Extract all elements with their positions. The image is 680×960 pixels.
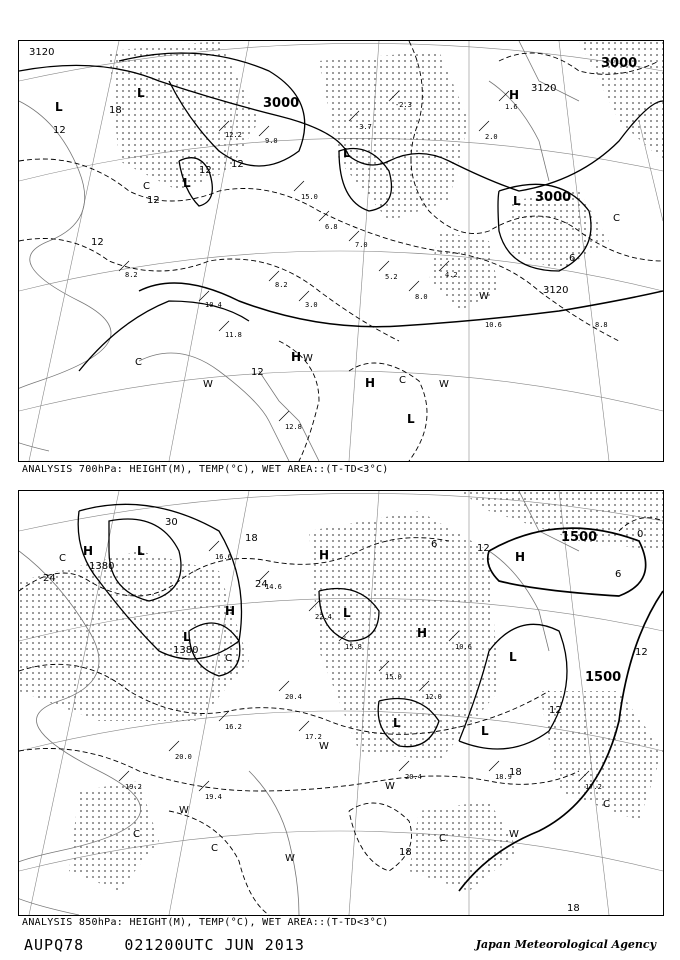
center-symbol: L <box>343 146 351 160</box>
center-symbol: L <box>407 412 415 426</box>
center-symbol: L <box>55 100 63 114</box>
center-symbol: W <box>319 741 329 752</box>
center-symbol: C <box>133 829 140 840</box>
temperature-label: 18 <box>509 767 522 778</box>
center-symbol: C <box>439 833 446 844</box>
svg-text:18.9: 18.9 <box>495 773 512 781</box>
svg-text:22.4: 22.4 <box>315 613 332 621</box>
svg-text:15.0: 15.0 <box>301 193 318 201</box>
center-symbol: W <box>439 379 449 390</box>
center-symbol: H <box>515 550 526 564</box>
svg-text:10.6: 10.6 <box>485 321 502 329</box>
temperature-label: 12 <box>91 237 104 248</box>
svg-text:9.0: 9.0 <box>265 137 278 145</box>
height-label: 3120 <box>543 285 569 296</box>
temperature-label: 12 <box>477 543 490 554</box>
center-symbol: L <box>183 630 191 644</box>
caption-700hpa: ANALYSIS 700hPa: HEIGHT(M), TEMP(°C), WET AREA::(T-TD<3°C) <box>22 464 389 475</box>
center-symbol: H <box>509 88 520 102</box>
svg-text:11.8: 11.8 <box>225 331 242 339</box>
caption-850hpa: ANALYSIS 850hPa: HEIGHT(M), TEMP(°C), WET AREA::(T-TD<3°C) <box>22 917 389 928</box>
svg-text:16.2: 16.2 <box>225 723 242 731</box>
center-symbol: L <box>137 86 145 100</box>
map-850hpa <box>18 490 664 916</box>
height-label: 3000 <box>263 96 300 111</box>
center-symbol: H <box>365 376 376 390</box>
center-symbol: L <box>137 544 145 558</box>
height-label: 1380 <box>173 645 199 656</box>
temperature-label: 0 <box>637 529 644 540</box>
temperature-label: 12 <box>199 165 212 176</box>
temperature-label: 24 <box>255 579 268 590</box>
svg-text:20.4: 20.4 <box>285 693 302 701</box>
svg-text:15.0: 15.0 <box>385 673 402 681</box>
map-700hpa-canvas <box>19 41 663 461</box>
temperature-label: 12 <box>549 705 562 716</box>
center-symbol: C <box>613 213 620 224</box>
temperature-label: 12 <box>635 647 648 658</box>
svg-text:1.6: 1.6 <box>505 103 518 111</box>
svg-text:17.2: 17.2 <box>585 783 602 791</box>
center-symbol: C <box>135 357 142 368</box>
center-symbol: W <box>303 353 313 364</box>
center-symbol: C <box>143 181 150 192</box>
temperature-label: 30 <box>165 517 178 528</box>
center-symbol: W <box>479 291 489 302</box>
svg-text:12.2: 12.2 <box>225 131 242 139</box>
height-label: 1500 <box>585 670 622 685</box>
center-symbol: C <box>603 799 610 810</box>
svg-text:15.8: 15.8 <box>345 643 362 651</box>
svg-text:5.2: 5.2 <box>385 273 398 281</box>
svg-text:-2.3: -2.3 <box>395 101 412 109</box>
temperature-label: 18 <box>109 105 122 116</box>
svg-text:10.4: 10.4 <box>205 301 222 309</box>
height-label: 1500 <box>561 530 598 545</box>
center-symbol: L <box>343 606 351 620</box>
svg-text:12.0: 12.0 <box>425 693 442 701</box>
center-symbol: H <box>319 548 330 562</box>
svg-text:4.2: 4.2 <box>445 271 458 279</box>
svg-text:8.2: 8.2 <box>275 281 288 289</box>
temperature-label: 6 <box>431 539 438 550</box>
center-symbol: W <box>385 781 395 792</box>
svg-text:8.2: 8.2 <box>125 271 138 279</box>
center-symbol: H <box>225 604 236 618</box>
temperature-label: 12 <box>147 195 160 206</box>
svg-text:7.0: 7.0 <box>355 241 368 249</box>
height-label: 1380 <box>89 561 115 572</box>
chart-code: AUPQ78 <box>24 936 85 954</box>
center-symbol: W <box>509 829 519 840</box>
temperature-label: 24 <box>43 573 56 584</box>
svg-text:17.2: 17.2 <box>305 733 322 741</box>
height-label: 3000 <box>601 56 638 71</box>
center-symbol: C <box>59 553 66 564</box>
svg-text:19.2: 19.2 <box>125 783 142 791</box>
height-label: 3000 <box>535 190 572 205</box>
svg-text:20.4: 20.4 <box>405 773 422 781</box>
center-symbol: H <box>291 350 302 364</box>
svg-text:12.8: 12.8 <box>285 423 302 431</box>
center-symbol: W <box>179 805 189 816</box>
center-symbol: W <box>285 853 295 864</box>
agency-name: Japan Meteorological Agency <box>475 938 656 951</box>
chart-datetime: 021200UTC JUN 2013 <box>124 936 305 954</box>
temperature-label: 12 <box>231 159 244 170</box>
center-symbol: H <box>83 544 94 558</box>
center-symbol: L <box>183 176 191 190</box>
center-symbol: L <box>481 724 489 738</box>
temperature-label: 18 <box>567 903 580 914</box>
center-symbol: L <box>393 716 401 730</box>
center-symbol: H <box>417 626 428 640</box>
svg-text:2.0: 2.0 <box>485 133 498 141</box>
svg-text:8.0: 8.0 <box>415 293 428 301</box>
temperature-label: 12 <box>251 367 264 378</box>
svg-text:14.6: 14.6 <box>265 583 282 591</box>
temperature-label: 18 <box>245 533 258 544</box>
map-850hpa-canvas <box>19 491 663 915</box>
height-label: 3120 <box>531 83 557 94</box>
temperature-label: 12 <box>53 125 66 136</box>
height-label: 3120 <box>29 47 55 58</box>
wet-area <box>109 41 663 311</box>
center-symbol: L <box>513 194 521 208</box>
svg-text:6.8: 6.8 <box>325 223 338 231</box>
svg-text:10.6: 10.6 <box>455 643 472 651</box>
temperature-label: 18 <box>399 847 412 858</box>
svg-text:20.0: 20.0 <box>175 753 192 761</box>
temperature-label: 6 <box>615 569 622 580</box>
center-symbol: C <box>211 843 218 854</box>
svg-text:8.8: 8.8 <box>595 321 608 329</box>
center-symbol: L <box>509 650 517 664</box>
chart-id-line <box>24 936 305 954</box>
svg-text:-3.7: -3.7 <box>355 123 372 131</box>
svg-text:16.6: 16.6 <box>215 553 232 561</box>
temperature-label: 6 <box>569 253 576 264</box>
svg-text:3.0: 3.0 <box>305 301 318 309</box>
center-symbol: W <box>203 379 213 390</box>
svg-text:19.4: 19.4 <box>205 793 222 801</box>
center-symbol: C <box>399 375 406 386</box>
center-symbol: C <box>225 653 232 664</box>
map-700hpa <box>18 40 664 462</box>
